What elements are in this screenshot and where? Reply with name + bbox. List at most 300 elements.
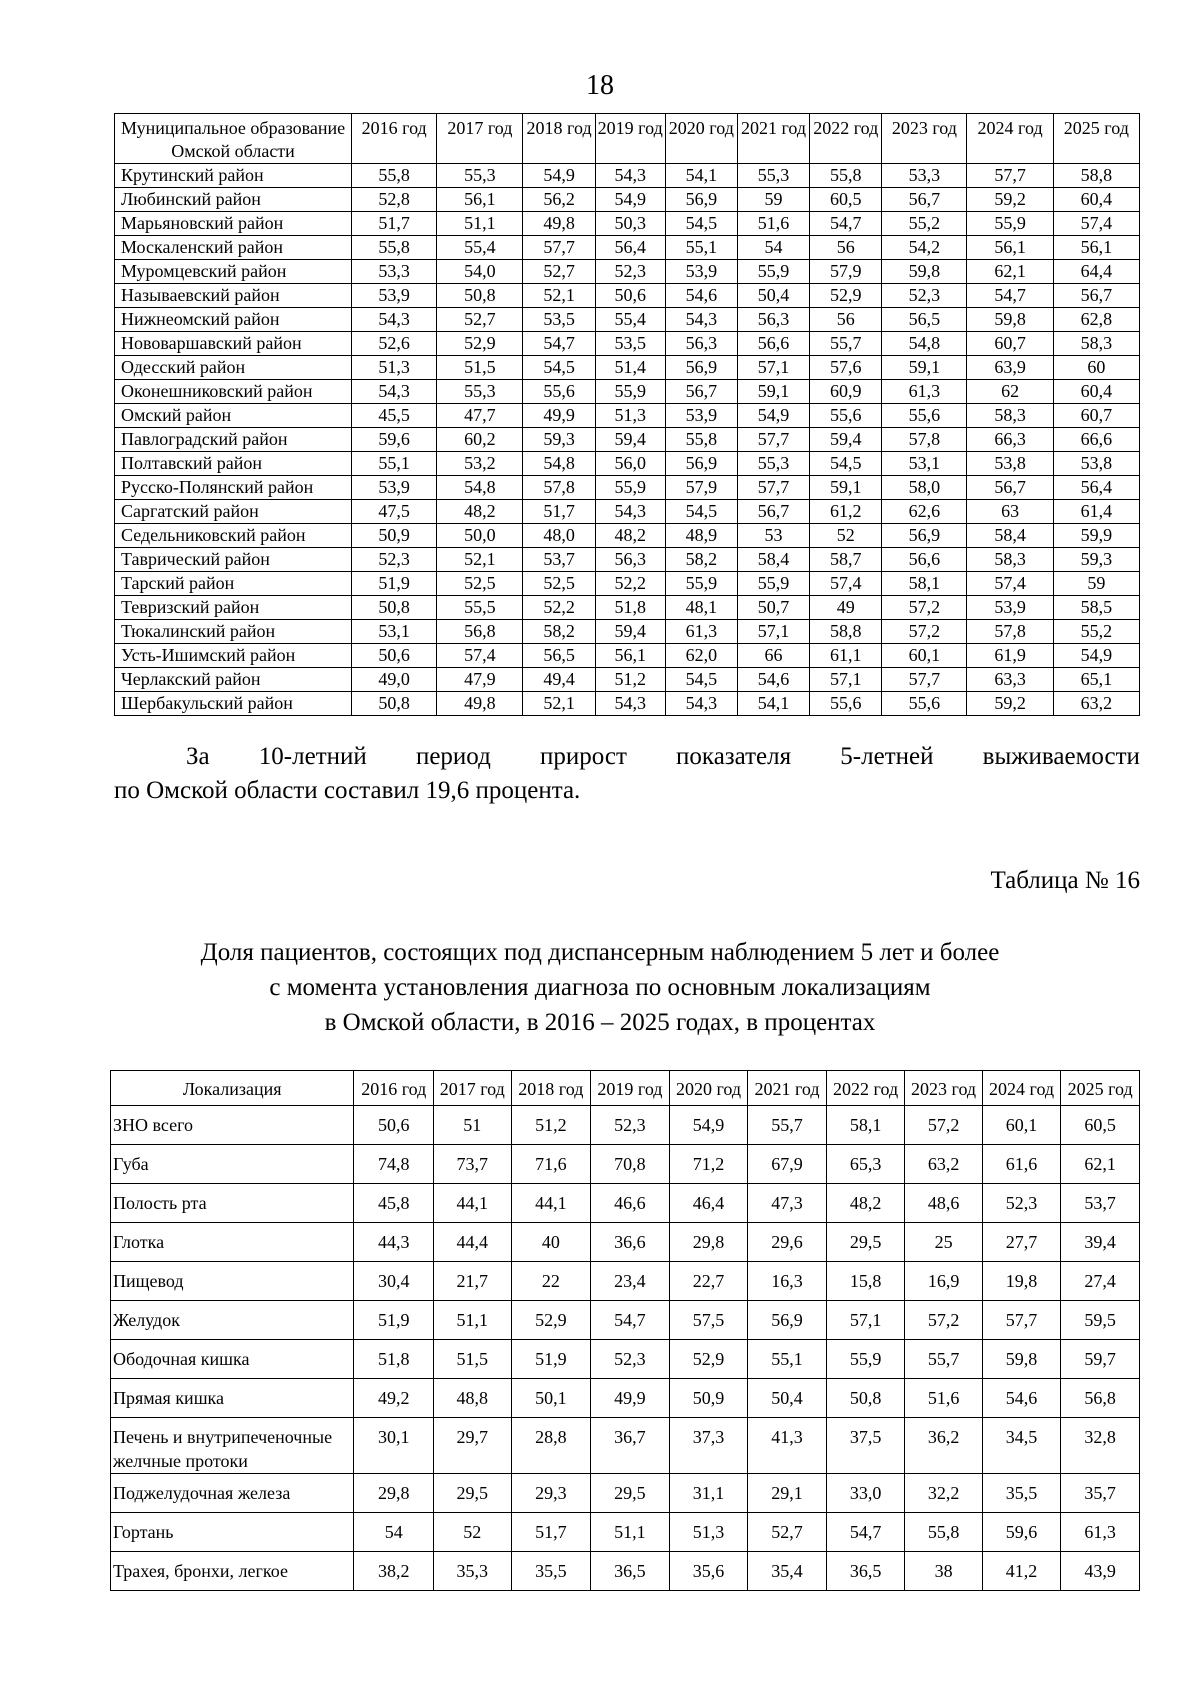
- word: период: [415, 743, 491, 770]
- value-cell: 51,9: [511, 1340, 591, 1379]
- value-cell: 58,1: [882, 572, 967, 596]
- value-cell: 54,3: [352, 308, 437, 332]
- table-header-row: [111, 1071, 1140, 1106]
- value-cell: 57,2: [905, 1106, 982, 1145]
- value-cell: 51,2: [595, 668, 665, 692]
- row-label-cell: Оконешниковский район: [115, 380, 352, 404]
- value-cell: 25: [905, 1223, 982, 1262]
- value-cell: 50,9: [352, 524, 437, 548]
- value-cell: 53,9: [665, 404, 737, 428]
- value-cell: 55,9: [967, 212, 1053, 236]
- value-cell: 58,8: [1053, 164, 1139, 188]
- value-cell: 54,9: [669, 1106, 748, 1145]
- value-cell: 48,9: [665, 524, 737, 548]
- value-cell: 56,1: [437, 188, 523, 212]
- value-cell: 51: [434, 1106, 511, 1145]
- row-label-cell: Одесский район: [115, 356, 352, 380]
- value-cell: 56,1: [1053, 236, 1139, 260]
- value-cell: 61,1: [810, 644, 882, 668]
- value-cell: 48,8: [434, 1379, 511, 1418]
- page-number: 18: [586, 70, 614, 101]
- value-cell: 29,6: [748, 1223, 827, 1262]
- value-cell: 29,5: [826, 1223, 905, 1262]
- value-cell: 27,7: [982, 1223, 1061, 1262]
- value-cell: 44,3: [354, 1223, 434, 1262]
- value-cell: 55,1: [748, 1340, 827, 1379]
- value-cell: 60,9: [810, 380, 882, 404]
- value-cell: 52,9: [437, 332, 523, 356]
- table-row: [115, 428, 1140, 452]
- value-cell: 50,6: [595, 284, 665, 308]
- value-cell: 62: [967, 380, 1053, 404]
- value-cell: 44,4: [434, 1223, 511, 1262]
- value-cell: 51,1: [434, 1301, 511, 1340]
- value-cell: 56,6: [737, 332, 809, 356]
- summary-line-2: по Омской области составил 19,6 процента.: [114, 777, 581, 804]
- value-cell: 32,8: [1061, 1418, 1140, 1474]
- table-row: [115, 668, 1140, 692]
- value-cell: 54: [737, 236, 809, 260]
- value-cell: 56,5: [523, 644, 595, 668]
- value-cell: 59,6: [982, 1513, 1061, 1552]
- row-label-cell: Ободочная кишка: [111, 1340, 354, 1379]
- value-cell: 48,2: [595, 524, 665, 548]
- value-cell: 51,5: [437, 356, 523, 380]
- value-cell: 65,3: [826, 1145, 905, 1184]
- value-cell: 29,1: [748, 1474, 827, 1513]
- value-cell: 55,9: [595, 476, 665, 500]
- value-cell: 29,8: [669, 1223, 748, 1262]
- value-cell: 52,5: [437, 572, 523, 596]
- value-cell: 55,8: [352, 164, 437, 188]
- header-year-cell: 2016 год: [354, 1071, 434, 1106]
- header-cell: Локализация: [111, 1071, 354, 1106]
- table-row: [115, 596, 1140, 620]
- row-label-cell: Омский район: [115, 404, 352, 428]
- survival-by-district-table: [114, 113, 1140, 716]
- header-year-cell: 2017 год: [437, 114, 523, 164]
- value-cell: 54,9: [1053, 644, 1139, 668]
- value-cell: 50,9: [669, 1379, 748, 1418]
- value-cell: 56,7: [737, 500, 809, 524]
- value-cell: 51,4: [595, 356, 665, 380]
- word: показателя: [676, 743, 792, 770]
- value-cell: 50,8: [352, 692, 437, 716]
- value-cell: 59,2: [967, 692, 1053, 716]
- word: За: [186, 743, 210, 770]
- value-cell: 57,7: [982, 1301, 1061, 1340]
- table-caption: [0, 935, 1200, 1040]
- value-cell: 52,3: [591, 1106, 670, 1145]
- value-cell: 64,4: [1053, 260, 1139, 284]
- row-label-cell: Трахея, бронхи, легкое: [111, 1552, 354, 1591]
- table-row: [111, 1262, 1140, 1301]
- word: прирост: [539, 743, 627, 770]
- value-cell: 35,3: [434, 1552, 511, 1591]
- value-cell: 56,4: [1053, 476, 1139, 500]
- value-cell: 56,8: [437, 620, 523, 644]
- value-cell: 62,6: [882, 500, 967, 524]
- value-cell: 73,7: [434, 1145, 511, 1184]
- value-cell: 52,1: [523, 692, 595, 716]
- header-year-cell: 2018 год: [511, 1071, 591, 1106]
- row-label-cell: Москаленский район: [115, 236, 352, 260]
- value-cell: 66,3: [967, 428, 1053, 452]
- value-cell: 55,8: [905, 1513, 982, 1552]
- value-cell: 36,2: [905, 1418, 982, 1474]
- value-cell: 58,4: [967, 524, 1053, 548]
- value-cell: 54,3: [595, 692, 665, 716]
- table-row: [115, 644, 1140, 668]
- value-cell: 49,8: [523, 212, 595, 236]
- value-cell: 58,0: [882, 476, 967, 500]
- value-cell: 54,7: [826, 1513, 905, 1552]
- value-cell: 45,8: [354, 1184, 434, 1223]
- table-row: [111, 1379, 1140, 1418]
- value-cell: 54,9: [737, 404, 809, 428]
- value-cell: 48,6: [905, 1184, 982, 1223]
- value-cell: 55,9: [826, 1340, 905, 1379]
- value-cell: 59,2: [967, 188, 1053, 212]
- value-cell: 55,5: [437, 596, 523, 620]
- value-cell: 53,8: [967, 452, 1053, 476]
- row-label-cell: Шербакульский район: [115, 692, 352, 716]
- word: выживаемости: [982, 743, 1140, 770]
- row-label-cell: Саргатский район: [115, 500, 352, 524]
- value-cell: 58,5: [1053, 596, 1139, 620]
- value-cell: 50,8: [437, 284, 523, 308]
- header-year-cell: 2022 год: [826, 1071, 905, 1106]
- value-cell: 58,2: [523, 620, 595, 644]
- value-cell: 49,8: [437, 692, 523, 716]
- value-cell: 63,3: [967, 668, 1053, 692]
- table-row: [111, 1552, 1140, 1591]
- value-cell: 29,5: [434, 1474, 511, 1513]
- value-cell: 35,7: [1061, 1474, 1140, 1513]
- value-cell: 48,0: [523, 524, 595, 548]
- value-cell: 61,6: [982, 1145, 1061, 1184]
- value-cell: 57,6: [810, 356, 882, 380]
- value-cell: 59,4: [810, 428, 882, 452]
- value-cell: 30,4: [354, 1262, 434, 1301]
- value-cell: 50,8: [826, 1379, 905, 1418]
- value-cell: 60,4: [1053, 188, 1139, 212]
- value-cell: 57,8: [882, 428, 967, 452]
- value-cell: 56,8: [1061, 1379, 1140, 1418]
- caption-line: Доля пациентов, состоящих под диспансерным наблюдением 5 лет и более: [200, 939, 1000, 966]
- value-cell: 56,1: [967, 236, 1053, 260]
- value-cell: 52,3: [982, 1184, 1061, 1223]
- value-cell: 55,6: [882, 692, 967, 716]
- value-cell: 54,6: [737, 668, 809, 692]
- value-cell: 36,6: [591, 1223, 670, 1262]
- value-cell: 57,1: [810, 668, 882, 692]
- value-cell: 67,9: [748, 1145, 827, 1184]
- value-cell: 57,7: [523, 236, 595, 260]
- value-cell: 65,1: [1053, 668, 1139, 692]
- value-cell: 40: [511, 1223, 591, 1262]
- value-cell: 53,9: [967, 596, 1053, 620]
- value-cell: 54,5: [665, 500, 737, 524]
- value-cell: 55,3: [737, 164, 809, 188]
- caption-line: с момента установления диагноза по основным локализациям: [269, 974, 931, 1001]
- header-year-cell: 2022 год: [810, 114, 882, 164]
- value-cell: 55,6: [882, 404, 967, 428]
- value-cell: 52,1: [523, 284, 595, 308]
- table-row: [115, 404, 1140, 428]
- value-cell: 63,9: [967, 356, 1053, 380]
- row-label-cell: Муромцевский район: [115, 260, 352, 284]
- value-cell: 59,9: [1053, 524, 1139, 548]
- value-cell: 54,5: [810, 452, 882, 476]
- value-cell: 52,9: [669, 1340, 748, 1379]
- value-cell: 59,1: [737, 380, 809, 404]
- value-cell: 52,7: [748, 1513, 827, 1552]
- value-cell: 35,4: [748, 1552, 827, 1591]
- value-cell: 56,9: [665, 188, 737, 212]
- dispensary-observation-table: [110, 1070, 1140, 1591]
- row-label-cell: Называевский район: [115, 284, 352, 308]
- table-row: [115, 308, 1140, 332]
- value-cell: 37,3: [669, 1418, 748, 1474]
- header-year-cell: 2016 год: [352, 114, 437, 164]
- value-cell: 55,4: [437, 236, 523, 260]
- value-cell: 55,3: [437, 164, 523, 188]
- value-cell: 47,9: [437, 668, 523, 692]
- value-cell: 58,1: [826, 1106, 905, 1145]
- row-label-cell: Глотка: [111, 1223, 354, 1262]
- value-cell: 45,5: [352, 404, 437, 428]
- table-row: [115, 548, 1140, 572]
- table-row: [111, 1474, 1140, 1513]
- value-cell: 52: [434, 1513, 511, 1552]
- table-row: [115, 452, 1140, 476]
- table-header-row: [115, 114, 1140, 164]
- value-cell: 58,2: [665, 548, 737, 572]
- value-cell: 33,0: [826, 1474, 905, 1513]
- value-cell: 43,9: [1061, 1552, 1140, 1591]
- value-cell: 55,3: [737, 452, 809, 476]
- value-cell: 57,4: [967, 572, 1053, 596]
- value-cell: 46,4: [669, 1184, 748, 1223]
- value-cell: 56,7: [665, 380, 737, 404]
- value-cell: 62,0: [665, 644, 737, 668]
- table-row: [115, 692, 1140, 716]
- row-label-cell: Марьяновский район: [115, 212, 352, 236]
- value-cell: 51,3: [669, 1513, 748, 1552]
- value-cell: 54,7: [810, 212, 882, 236]
- header-year-cell: 2023 год: [882, 114, 967, 164]
- caption-line: в Омской области, в 2016 – 2025 годах, в процентах: [324, 1009, 876, 1036]
- value-cell: 59,7: [1061, 1340, 1140, 1379]
- value-cell: 36,5: [826, 1552, 905, 1591]
- value-cell: 66,6: [1053, 428, 1139, 452]
- row-label-cell: Нововаршавский район: [115, 332, 352, 356]
- table-row: [111, 1145, 1140, 1184]
- value-cell: 59,8: [882, 260, 967, 284]
- value-cell: 52,9: [511, 1301, 591, 1340]
- value-cell: 46,6: [591, 1184, 670, 1223]
- header-year-cell: 2020 год: [669, 1071, 748, 1106]
- value-cell: 44,1: [434, 1184, 511, 1223]
- value-cell: 54,6: [982, 1379, 1061, 1418]
- value-cell: 56,4: [595, 236, 665, 260]
- value-cell: 30,1: [354, 1418, 434, 1474]
- value-cell: 62,1: [967, 260, 1053, 284]
- value-cell: 49,0: [352, 668, 437, 692]
- value-cell: 57,1: [826, 1301, 905, 1340]
- value-cell: 29,7: [434, 1418, 511, 1474]
- header-year-cell: 2021 год: [748, 1071, 827, 1106]
- value-cell: 51,9: [354, 1301, 434, 1340]
- row-label-cell: Печень и внутрипеченочные желчные протоки: [111, 1418, 354, 1474]
- value-cell: 51,2: [511, 1106, 591, 1145]
- value-cell: 59,8: [967, 308, 1053, 332]
- value-cell: 54,5: [665, 668, 737, 692]
- value-cell: 59,8: [982, 1340, 1061, 1379]
- value-cell: 21,7: [434, 1262, 511, 1301]
- value-cell: 57,2: [882, 620, 967, 644]
- row-label-cell: ЗНО всего: [111, 1106, 354, 1145]
- value-cell: 54,2: [882, 236, 967, 260]
- value-cell: 66: [737, 644, 809, 668]
- value-cell: 56,2: [523, 188, 595, 212]
- value-cell: 52,1: [437, 548, 523, 572]
- summary-line-1: [114, 740, 1140, 774]
- header-year-cell: 2019 год: [591, 1071, 670, 1106]
- value-cell: 62,8: [1053, 308, 1139, 332]
- value-cell: 56,7: [882, 188, 967, 212]
- value-cell: 53,3: [882, 164, 967, 188]
- value-cell: 52,3: [352, 548, 437, 572]
- value-cell: 56,1: [595, 644, 665, 668]
- row-label-cell: Прямая кишка: [111, 1379, 354, 1418]
- table-row: [115, 500, 1140, 524]
- value-cell: 16,3: [748, 1262, 827, 1301]
- value-cell: 55,8: [665, 428, 737, 452]
- row-label-cell: Нижнеомский район: [115, 308, 352, 332]
- value-cell: 50,3: [595, 212, 665, 236]
- table-row: [115, 332, 1140, 356]
- value-cell: 52,5: [523, 572, 595, 596]
- value-cell: 55,7: [748, 1106, 827, 1145]
- table-row: [115, 260, 1140, 284]
- value-cell: 59,4: [595, 428, 665, 452]
- value-cell: 41,3: [748, 1418, 827, 1474]
- table-row: [111, 1340, 1140, 1379]
- value-cell: 54,7: [591, 1301, 670, 1340]
- header-year-cell: 2024 год: [967, 114, 1053, 164]
- value-cell: 55,9: [737, 260, 809, 284]
- value-cell: 58,3: [967, 548, 1053, 572]
- table-row: [115, 380, 1140, 404]
- value-cell: 51,5: [434, 1340, 511, 1379]
- value-cell: 54,1: [665, 164, 737, 188]
- value-cell: 35,6: [669, 1552, 748, 1591]
- value-cell: 63: [967, 500, 1053, 524]
- value-cell: 56,6: [882, 548, 967, 572]
- value-cell: 61,3: [882, 380, 967, 404]
- value-cell: 48,2: [437, 500, 523, 524]
- value-cell: 37,5: [826, 1418, 905, 1474]
- value-cell: 56: [810, 308, 882, 332]
- value-cell: 19,8: [982, 1262, 1061, 1301]
- value-cell: 57,4: [1053, 212, 1139, 236]
- value-cell: 57,2: [905, 1301, 982, 1340]
- value-cell: 50,0: [437, 524, 523, 548]
- value-cell: 49,9: [591, 1379, 670, 1418]
- value-cell: 61,3: [1061, 1513, 1140, 1552]
- value-cell: 29,3: [511, 1474, 591, 1513]
- value-cell: 59,3: [523, 428, 595, 452]
- value-cell: 58,3: [967, 404, 1053, 428]
- value-cell: 60,5: [810, 188, 882, 212]
- value-cell: 54,7: [523, 332, 595, 356]
- table-row: [115, 524, 1140, 548]
- value-cell: 51,6: [737, 212, 809, 236]
- header-year-cell: 2024 год: [982, 1071, 1061, 1106]
- value-cell: 50,1: [511, 1379, 591, 1418]
- value-cell: 60: [1053, 356, 1139, 380]
- value-cell: 53,8: [1053, 452, 1139, 476]
- value-cell: 54,0: [437, 260, 523, 284]
- value-cell: 55,7: [905, 1340, 982, 1379]
- value-cell: 50,8: [352, 596, 437, 620]
- value-cell: 56,9: [665, 452, 737, 476]
- table-row: [115, 236, 1140, 260]
- table-row: [115, 572, 1140, 596]
- value-cell: 50,4: [737, 284, 809, 308]
- value-cell: 55,4: [595, 308, 665, 332]
- value-cell: 63,2: [1053, 692, 1139, 716]
- value-cell: 54,1: [737, 692, 809, 716]
- value-cell: 52,7: [437, 308, 523, 332]
- value-cell: 39,4: [1061, 1223, 1140, 1262]
- row-label-cell: Пищевод: [111, 1262, 354, 1301]
- value-cell: 56,7: [967, 476, 1053, 500]
- value-cell: 57,1: [737, 356, 809, 380]
- value-cell: 16,9: [905, 1262, 982, 1301]
- value-cell: 34,5: [982, 1418, 1061, 1474]
- value-cell: 55,7: [810, 332, 882, 356]
- header-year-cell: 2021 год: [737, 114, 809, 164]
- table-row: [111, 1301, 1140, 1340]
- value-cell: 50,6: [352, 644, 437, 668]
- row-label-cell: Таврический район: [115, 548, 352, 572]
- value-cell: 59,4: [595, 620, 665, 644]
- value-cell: 54,9: [523, 164, 595, 188]
- value-cell: 59: [737, 188, 809, 212]
- row-label-cell: Павлоградский район: [115, 428, 352, 452]
- value-cell: 55,6: [810, 404, 882, 428]
- value-cell: 58,4: [737, 548, 809, 572]
- table-row: [111, 1184, 1140, 1223]
- header-year-cell: 2020 год: [665, 114, 737, 164]
- value-cell: 57,7: [737, 476, 809, 500]
- row-label-cell: Тевризский район: [115, 596, 352, 620]
- value-cell: 56,0: [595, 452, 665, 476]
- value-cell: 59,1: [810, 476, 882, 500]
- value-cell: 57,1: [737, 620, 809, 644]
- value-cell: 54,3: [352, 380, 437, 404]
- value-cell: 44,1: [511, 1184, 591, 1223]
- value-cell: 59,6: [352, 428, 437, 452]
- value-cell: 54,5: [523, 356, 595, 380]
- value-cell: 55,6: [810, 692, 882, 716]
- value-cell: 27,4: [1061, 1262, 1140, 1301]
- value-cell: 57,8: [523, 476, 595, 500]
- value-cell: 54,8: [523, 452, 595, 476]
